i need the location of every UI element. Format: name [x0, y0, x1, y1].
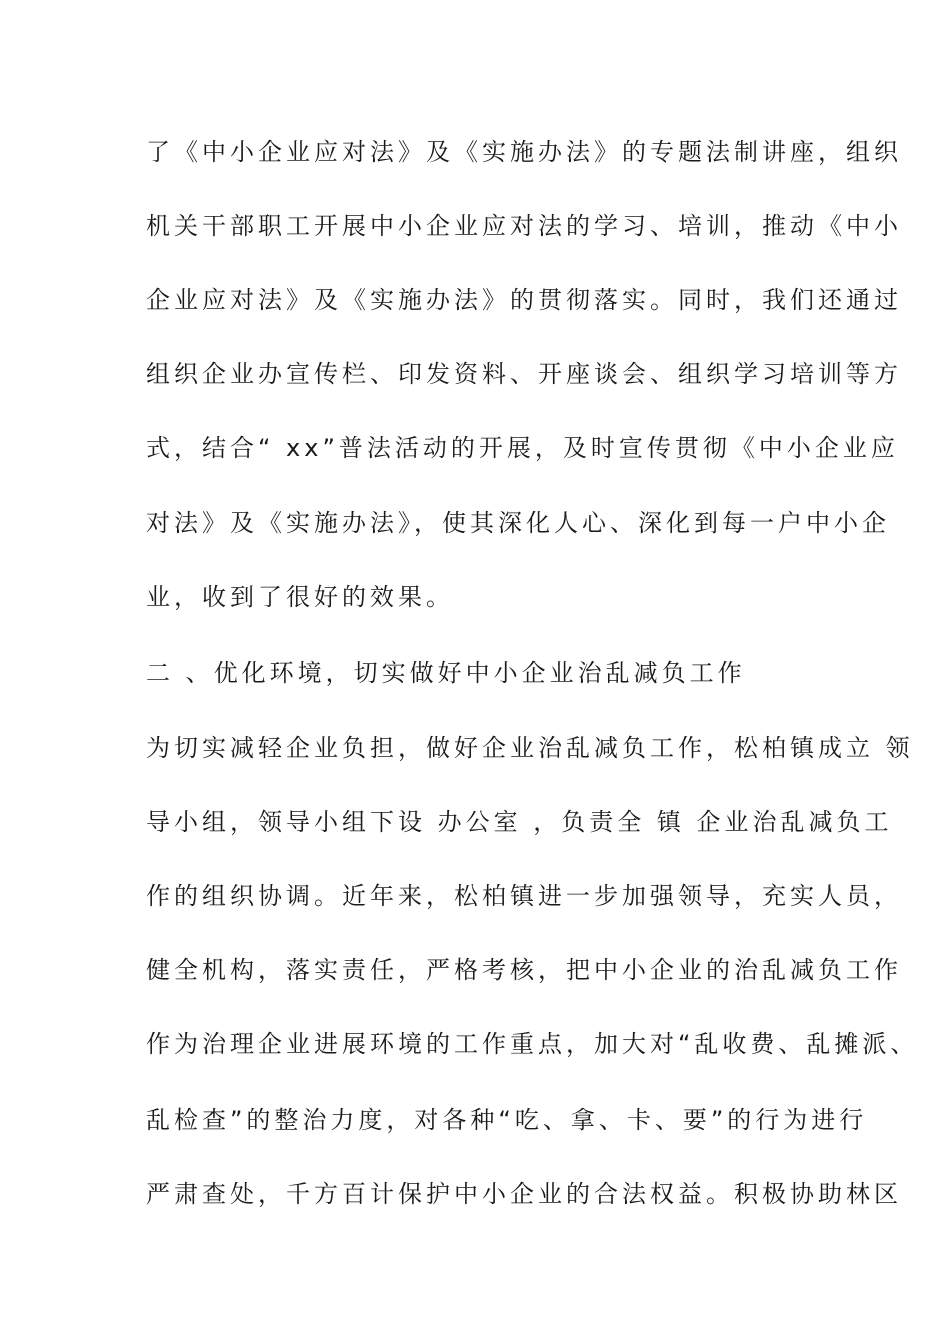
- text-line: 健全机构，落实责任，严格考核，把中小企业的治乱减负工作: [146, 956, 902, 984]
- text-line: 企业应对法》及《实施办法》的贯彻落实。同时，我们还通过: [146, 286, 902, 314]
- section-heading: 二 、优化环境，切实做好中小企业治乱减负工作: [146, 659, 746, 687]
- text-line: 作为治理企业进展环境的工作重点，加大对“乱收费、乱摊派、: [146, 1030, 919, 1058]
- text-line: 严肃查处，千方百计保护中小企业的合法权益。积极协助林区: [146, 1180, 902, 1208]
- text-line: 了《中小企业应对法》及《实施办法》的专题法制讲座，组织: [146, 138, 902, 166]
- text-line: 业，收到了很好的效果。: [146, 583, 454, 611]
- text-line: 式，结合“ xx”普法活动的开展，及时宣传贯彻《中小企业应: [146, 434, 899, 462]
- text-line: 组织企业办宣传栏、印发资料、开座谈会、组织学习培训等方: [146, 360, 902, 388]
- text-line: 对法》及《实施办法》，使其深化人心、深化到每一户中小企: [146, 509, 890, 537]
- text-line: 机关干部职工开展中小企业应对法的学习、培训，推动《中小: [146, 212, 902, 240]
- text-line: 作的组织协调。近年来，松柏镇进一步加强领导，充实人员，: [146, 882, 902, 910]
- text-line: 导小组，领导小组下设 办公室 ，负责全 镇 企业治乱减负工: [146, 808, 893, 836]
- text-line: 乱检查”的整治力度，对各种“吃、拿、卡、要”的行为进行: [146, 1106, 868, 1134]
- text-line: 为切实减轻企业负担，做好企业治乱减负工作，松柏镇成立 领: [146, 734, 914, 762]
